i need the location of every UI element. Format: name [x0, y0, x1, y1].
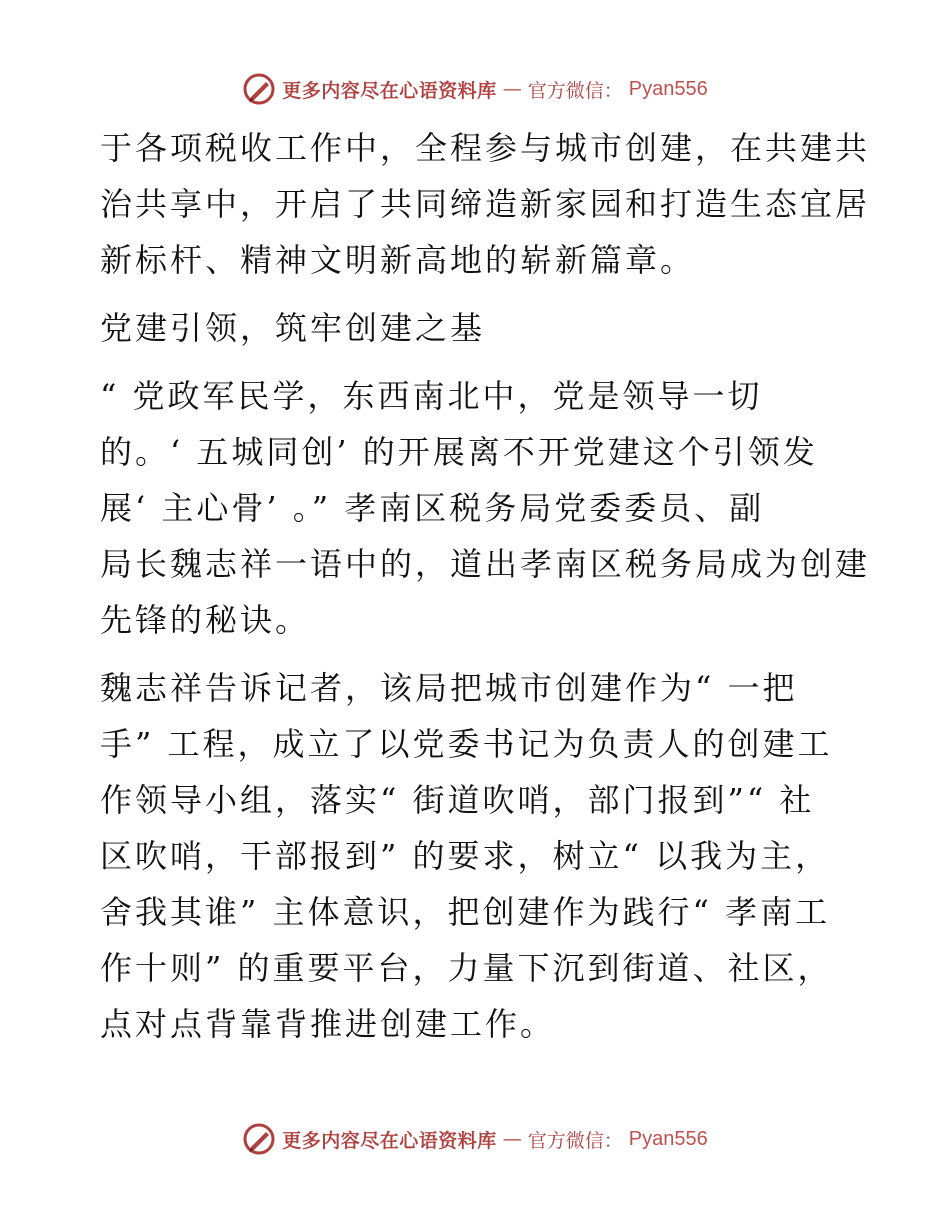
- section-heading: [100, 300, 850, 356]
- text-line: 区吹哨，干部报到” 的要求，树立“ 以我为主，: [100, 837, 831, 875]
- document-body: [100, 120, 871, 1052]
- text-line: 作领导小组，落实“ 街道吹哨，部门报到”“ 社: [100, 781, 815, 819]
- text-line: 先锋的秘诀。: [100, 601, 311, 639]
- text-line: 局长魏志祥一语中的，道出孝南区税务局成为创建: [100, 545, 871, 583]
- text-line: 手” 工程，成立了以党委书记为负责人的创建工: [100, 725, 833, 763]
- text-line: 治共享中，开启了共同缔造新家园和打造生态宜居: [100, 185, 871, 223]
- text-line: 点对点背靠背推进创建工作。: [100, 1005, 556, 1043]
- watermark-wechat-id: Pyan556: [628, 77, 708, 100]
- pen-logo-icon: [242, 1122, 276, 1156]
- header-watermark: [0, 72, 950, 106]
- pen-logo-icon: [242, 72, 276, 106]
- heading-line: 党建引领，筑牢创建之基: [100, 309, 486, 347]
- text-line: 于各项税收工作中，全程参与城市创建，在共建共: [100, 129, 871, 167]
- footer-watermark: [0, 1122, 950, 1156]
- paragraph-quote: [100, 368, 871, 648]
- text-line: 魏志祥告诉记者，该局把城市创建作为“ 一把: [100, 669, 798, 707]
- watermark-wechat-label: 官方微信：: [527, 1129, 623, 1152]
- text-line: 新标杆、精神文明新高地的崭新篇章。: [100, 241, 696, 279]
- text-line: 作十则” 的重要平台，力量下沉到街道、社区，: [100, 949, 833, 987]
- text-line: “ 党政军民学，东西南北中，党是领导一切: [100, 377, 763, 415]
- text-line: 的。‘ 五城同创’ 的开展离不开党建这个引领发: [100, 433, 818, 471]
- text-line: 展‘ 主心骨’ 。” 孝南区税务局党委委员、副: [100, 489, 765, 527]
- watermark-text: 更多内容尽在心语资料库: [282, 1129, 497, 1152]
- paragraph-details: [100, 660, 850, 1052]
- text-line: 舍我其谁” 主体意识，把创建作为践行“ 孝南工: [100, 893, 831, 931]
- watermark-wechat-id: Pyan556: [628, 1127, 708, 1150]
- paragraph-intro-continuation: [100, 120, 871, 288]
- watermark-wechat-label: 官方微信：: [527, 79, 623, 102]
- watermark-text: 更多内容尽在心语资料库: [282, 79, 497, 102]
- watermark-separator: —: [502, 78, 522, 100]
- watermark-separator: —: [502, 1128, 522, 1150]
